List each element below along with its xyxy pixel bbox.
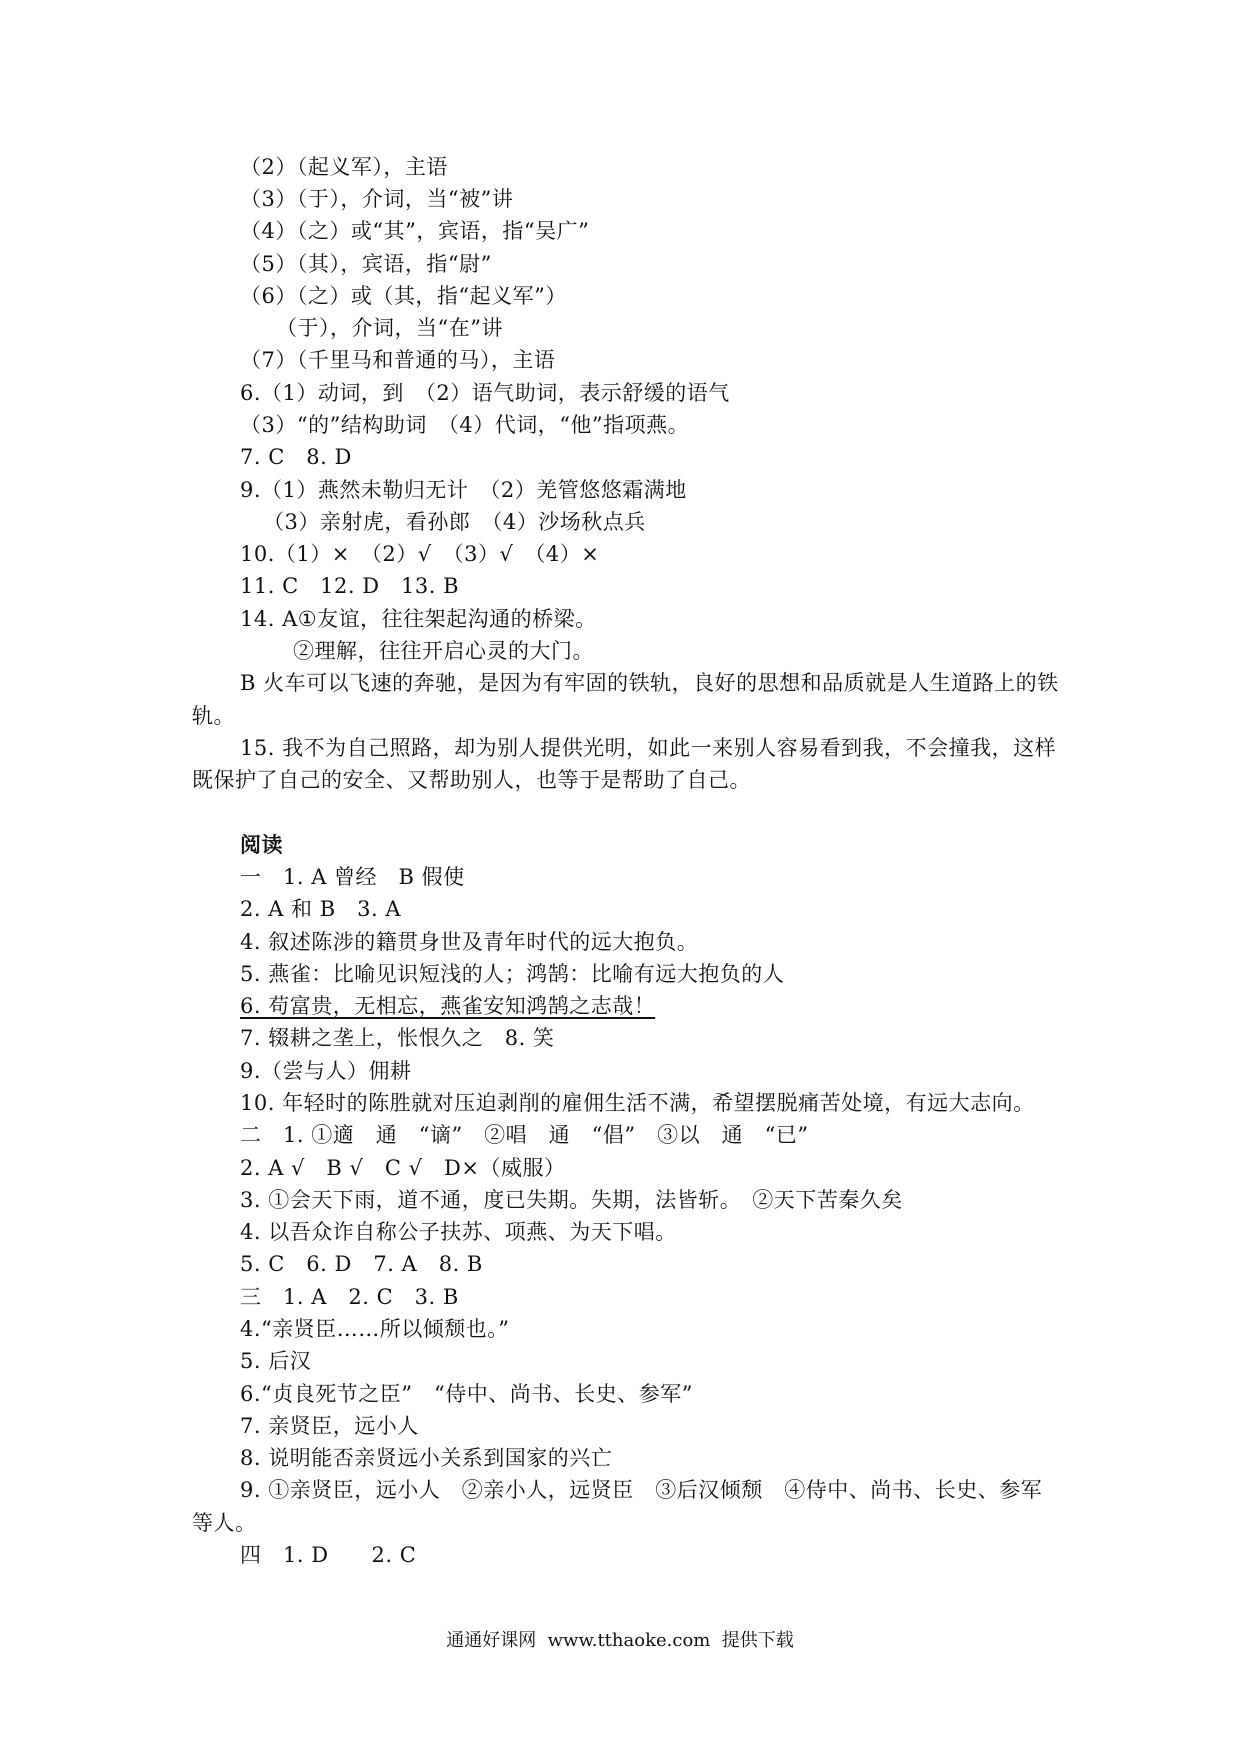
answer-line: （2）（起义军），主语 (240, 155, 448, 179)
answer-line: 等人。 (192, 1511, 257, 1535)
section-heading-reading: 阅读 (240, 832, 283, 857)
answer-line: ②理解，往往开启心灵的大门。 (293, 639, 594, 663)
answer-line: （3）亲射虎，看孙郎 （4）沙场秋点兵 (263, 510, 646, 534)
answer-line: （5）（其），宾语，指“尉” (240, 252, 492, 276)
answer-line: （4）（之）或“其”，宾语，指“吴广” (240, 219, 590, 243)
answer-line: 2. A 和 B 3. A (240, 897, 402, 921)
answer-line: 二 1. ①適 通 “谪” ②唱 通 “倡” ③以 通 “已” (240, 1123, 809, 1147)
answer-line: 4.“亲贤臣……所以倾颓也。” (240, 1317, 510, 1341)
answer-line: 9.（1）燕然未勒归无计 （2）羌管悠悠霜满地 (240, 478, 687, 502)
answer-line: 7. C 8. D (240, 445, 352, 469)
answer-line: （3）（于），介词，当“被”讲 (240, 187, 514, 211)
answer-line: 15. 我不为自己照路，却为别人提供光明，如此一来别人容易看到我，不会撞我，这样 (240, 736, 1057, 760)
answer-line-underlined: 6. 苟富贵，无相忘，燕雀安知鸿鹄之志哉！ (240, 994, 656, 1018)
answer-line: （3）“的”结构助词 （4）代词，“他”指项燕。 (240, 413, 690, 437)
answer-line: 6.（1）动词，到 （2）语气助词，表示舒缓的语气 (240, 381, 730, 405)
answer-line: 3. ①会天下雨，道不通，度已失期。失期，法皆斩。 ②天下苦秦久矣 (240, 1188, 903, 1212)
page-footer: 通通好课网 www.tthaoke.com 提供下载 (446, 1630, 794, 1651)
answer-line: 9.（尝与人）佣耕 (240, 1059, 412, 1083)
answer-line: 11. C 12. D 13. B (240, 574, 460, 598)
answer-line: 4. 以吾众诈自称公子扶苏、项燕、为天下唱。 (240, 1220, 677, 1244)
answer-line: 14. A①友谊，往往架起沟通的桥梁。 (240, 607, 597, 631)
answer-line: 5. 后汉 (240, 1349, 312, 1373)
answer-line: 7. 辍耕之垄上，怅恨久之 8. 笑 (240, 1026, 555, 1050)
answer-line: 6.“贞良死节之臣” “侍中、尚书、长史、参军” (240, 1382, 693, 1406)
answer-line: 2. A √ B √ C √ D×（威服） (240, 1156, 566, 1180)
answer-line: 5. C 6. D 7. A 8. B (240, 1252, 483, 1276)
answer-line: 10.（1）× （2）√ （3）√ （4）× (240, 542, 600, 566)
answer-line: 10. 年轻时的陈胜就对压迫剥削的雇佣生活不满，希望摆脱痛苦处境，有远大志向。 (240, 1091, 1035, 1115)
answer-line: 7. 亲贤臣，远小人 (240, 1414, 419, 1438)
answer-line: 轨。 (192, 704, 235, 728)
answer-line: （6）（之）或（其，指“起义军”） (240, 284, 567, 308)
answer-line: 一 1. A 曾经 B 假使 (240, 865, 465, 889)
answer-line: 8. 说明能否亲贤远小关系到国家的兴亡 (240, 1446, 613, 1470)
answer-line: 4. 叙述陈涉的籍贯身世及青年时代的远大抱负。 (240, 930, 699, 954)
answer-line: 三 1. A 2. C 3. B (240, 1285, 459, 1309)
answer-line: 5. 燕雀：比喻见识短浅的人；鸿鹄：比喻有远大抱负的人 (240, 962, 785, 986)
answer-line: B 火车可以飞速的奔驰，是因为有牢固的铁轨，良好的思想和品质就是人生道路上的铁 (240, 671, 1059, 695)
answer-line: （于），介词，当“在”讲 (276, 316, 503, 340)
answer-line: 既保护了自己的安全、又帮助别人，也等于是帮助了自己。 (192, 768, 751, 792)
answer-line: （7）（千里马和普通的马），主语 (240, 348, 556, 372)
answer-line: 9. ①亲贤臣，远小人 ②亲小人，远贤臣 ③后汉倾颓 ④侍中、尚书、长史、参军 (240, 1478, 1043, 1502)
answer-line: 四 1. D 2. C (240, 1543, 417, 1567)
